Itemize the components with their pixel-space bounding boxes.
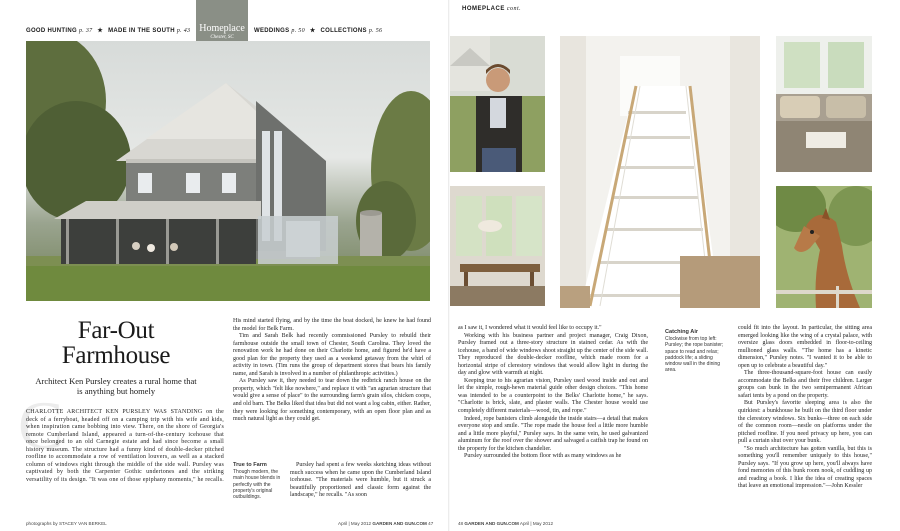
star-icon: ★ [97,28,104,34]
body-column-4: could fit into the layout. In particular, the sitting area emerged looking like the wing of a crystal palace, with oversize glass doors embedded in floor-to-ceiling mullioned glass walls. "The home has a kinetic dimension," Pursley notes. "I wanted it to be able to open up to celebrate a beautiful day." The three-thousand-square-foot house can easily accommodate the Belks and their five children. Larger groups can bunk in the two semipermanent African safari tents by a pond on the property. But Pursley's favorite sleeping area is also the quirkiest: a bunkhouse he built on the third floor under the clerestory windows. Six bunks—three on each side of the common room—nestle on platforms under the pitched roofline. If you need privacy up here, you can pull a curtain shut over your bunk. "So much architecture has gotten vanilla, but this is something you'll remember uniquely to this house," Pursley says. "If you grow up here, you'll always have fond memories of this bunk room nook, of cuddling up and reading a book. I like the idea of creating spaces that leave an emotional impression."—John Kessler [738,325,872,490]
body-column-1: CHARLOTTE ARCHITECT KEN PURSLEY WAS STANDING on the deck of a ferryboat, headed off on a camping trip with his wife and kids, when inspiration came bobbing into view. There, on the shore of Georgia's remote Cumberland Island, appeared a turn-of-the-century icehouse that once belonged to an old Carnegie estate and had since become a small history museum. The structure had a funny kind of double-decker pitched roofline to accommodate a row of ventilation louvers, as well as a stacked column of windows right through the middle of the side wall. Pursley was captivated by both the Carpenter Gothic undertones and the striking versatility of its design. "It was one of those epiphany moments," he recalls. [26,409,224,483]
reading-nook-photo [776,36,872,172]
body-column-2: His mind started flying, and by the time the boat docked, he knew he had found the model for Belk Farm. Tim and Sarah Belk had recently commissioned Pursley to rebuild their farmhouse outside the small town of Chester, South Carolina. They loved the renovation work he had done on their Charlotte home, and figured he'd have a good plan for the property they used as a weekend getaway from the whirl of activity in town. (Tim runs the group of department stores that bears his family name, and Sarah is involved in a number of philanthropic activities.) As Pursley saw it, they needed to tear down the redbrick ranch house on the property, which "felt like nowhere," and replace it with "an agrarian structure that would give a sense of place" to the surrounding farm's grain silos, chicken coops, and old barn. The Belks liked that idea but did not want a log cabin, either. Rather, they were looking for something contemporary, with an open floor plan and as much natural light as they could get. [233,318,431,423]
page-title: Far-Out Farmhouse [61,317,171,369]
body-column-2b: Pursley had spent a few weeks sketching ideas without much success when he came upon the Cumberland Island icehouse. "The materials were humble, but it struck a beautifully proportioned and classic form against the landscape," he recalls. "As soon [290,462,431,499]
right-folio: 48 GARDEN AND GUN.COM April | May 2012 [458,521,554,526]
caption-true-to-farm: True to Farm Though modern, the main house blends in perfectly with the property's original outbuildings. [233,462,281,501]
nav-item-weddings[interactable]: WEDDINGS p. 50 ★ COLLECTIONS p. 56 [254,28,383,34]
caption-catching-air: Catching Air Clockwise from top left: Pursley; the rope banister; space to read and relax; paddock life; a sliding window wall in the dining area. [665,329,724,374]
stairs-photo [560,36,760,308]
body-column-3: as I saw it, I wondered what it would feel like to occupy it." Working with his business partner and project manager, Craig Dixon, Pursley framed out a three-story structure in stained cedar. As with the icehouse, a band of wide windows shoot straight up the center of the side wall. They reproduced the double-decker roofline, which made room for a horizontal stripe of clerestory windows that would allow light in during the day and glow with warmth at night. Keeping true to his agrarian vision, Pursley used wood inside and out and let the simple, rough-hewn material guide other design choices. "This home was intended to be a counterpoint to the Belks' Charlotte home," he says. "Charlotte is brick, slate, and plaster walls. The Chester house would use completely different materials—wood, tin, and rope." Indeed, rope banisters climb alongside the inside stairs—a detail that makes everyone stop and smile. "The rope made the house feel a little more humble and a little more playful," Pursley says. In the same vein, he used galvanized aluminum for the roof over the shower and salvaged a catfish trap he found on the property for the kitchen chandelier. Pursley surrounded the bottom floor with as many windows as he [458,325,648,460]
section-tab: Homeplace Chester, SC [196,0,248,52]
horse-photo [776,186,872,308]
article-dek: Architect Ken Pursley creates a rural home that is anything but homely [35,376,197,396]
drop-cap: C [18,387,64,463]
right-page [450,0,900,531]
star-icon: ★ [309,28,316,34]
hero-farmhouse-photo [26,41,430,301]
dining-photo [450,186,545,306]
right-section-header: HOMEPLACE cont. [462,6,522,12]
article-headline [32,318,200,396]
nav-item-good-hunting[interactable]: GOOD HUNTING p. 37 ★ MADE IN THE SOUTH p. 43 [26,28,191,34]
left-folio: April | May 2012 GARDEN AND GUN.COM 47 [338,521,434,526]
portrait-photo [450,36,545,172]
photo-credit: photographs by STACEY VAN BERKEL [26,521,107,526]
